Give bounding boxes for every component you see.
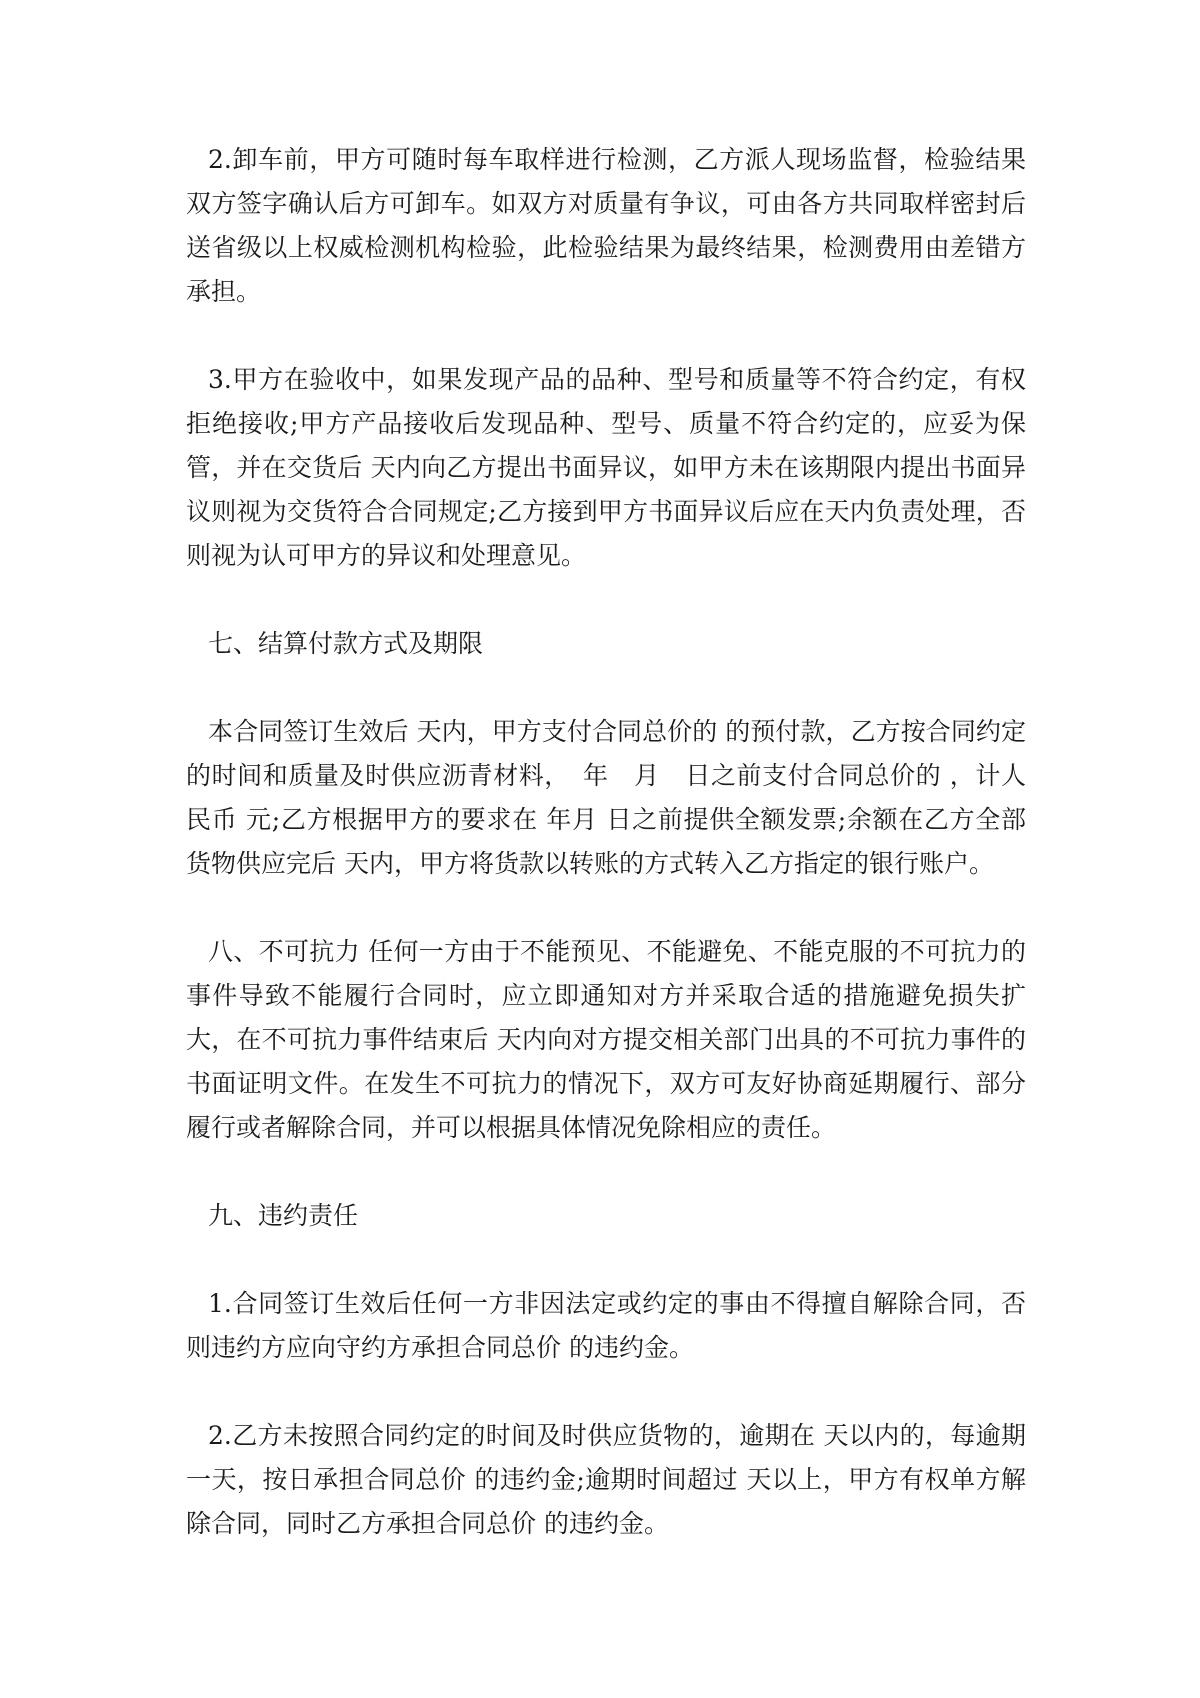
paragraph-force-majeure: 八、不可抗力 任何一方由于不能预见、不能避免、不能克服的不可抗力的事件导致不能履行合同时，应立即通知对方并采取合适的措施避免损失扩大，在不可抗力事件结束后 天内向对方提交相关部门出具的不可抗力事件的书面证明文件。在发生不可抗力的情况下，双方可友好协商延期履行、部分履行或者解除合同，并可以根据具体情况免除相应的责任。 — [186, 937, 1026, 1142]
section-heading-payment: 七、结算付款方式及期限 — [208, 629, 484, 658]
paragraph-unloading-inspection: 2.卸车前，甲方可随时每车取样进行检测，乙方派人现场监督，检验结果双方签字确认后方可卸车。如双方对质量有争议，可由各方共同取样密封后送省级以上权威检测机构检验，此检验结果为最终结果，检测费用由差错方承担。 — [186, 145, 1026, 306]
paragraph-acceptance-objection: 3.甲方在验收中，如果发现产品的品种、型号和质量等不符合约定，有权拒绝接收;甲方产品接收后发现品种、型号、质量不符合约定的，应妥为保管，并在交货后 天内向乙方提出书面异议，如甲方未在该期限内提出书面异议则视为交货符合合同规定;乙方接到甲方书面异议后应在天内负责处理，否则视为认可甲方的异议和处理意见。 — [186, 365, 1026, 570]
paragraph-liability-termination: 1.合同签订生效后任何一方非因法定或约定的事由不得擅自解除合同，否则违约方应向守约方承担合同总价 的违约金。 — [186, 1289, 1026, 1362]
paragraph-liability-late-delivery: 2.乙方未按照合同约定的时间及时供应货物的，逾期在 天以内的，每逾期一天，按日承担合同总价 的违约金;逾期时间超过 天以上，甲方有权单方解除合同，同时乙方承担合同总价 的违约金。 — [186, 1421, 1026, 1538]
section-heading-liability: 九、违约责任 — [208, 1201, 359, 1230]
paragraph-payment-terms: 本合同签订生效后 天内，甲方支付合同总价的 的预付款，乙方按合同约定的时间和质量及时供应沥青材料， 年 月 日之前支付合同总价的 ，计人民币 元;乙方根据甲方的要求在 年月 日之前提供全额发票;余额在乙方全部货物供应完后 天内，甲方将货款以转账的方式转入乙方指定的银行账户。 — [186, 717, 1026, 878]
document-body — [186, 138, 1026, 1590]
